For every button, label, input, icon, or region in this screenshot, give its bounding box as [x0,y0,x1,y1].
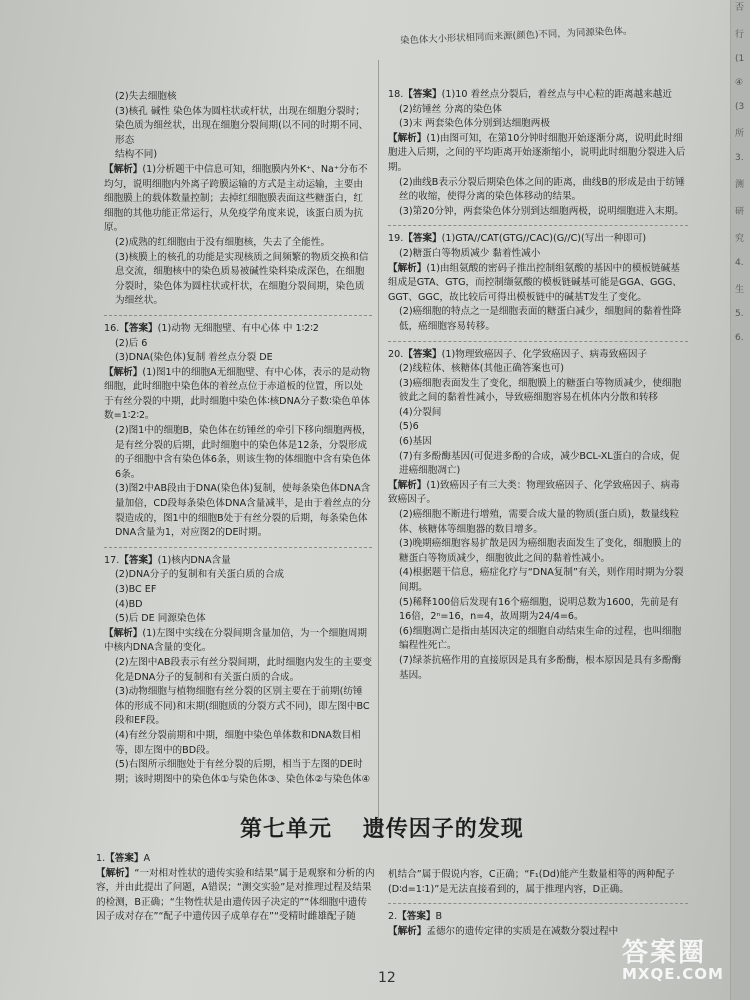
text-line [104,612,372,627]
text-line [96,852,376,867]
text-line [388,305,688,334]
text-line [104,105,372,120]
text-line [388,262,688,306]
line-text: (4)BD [115,598,143,610]
line-text: (1)动物 无细胞壁、有中心体 中 1∶2∶2 [157,322,319,334]
answer-tag: 【答案】 [403,89,442,100]
text-line [104,758,372,787]
text-line [388,103,688,118]
text-line [388,406,688,421]
line-text: (3)动物细胞与植物细胞有丝分裂的区别主要在于前期(纺锤体的形成不同)和末期(细胞质的分裂方式不同)，即左图中BC段和EF段。 [115,686,370,727]
text-line [104,90,372,105]
text-line [388,205,688,220]
line-text: (6)基因 [399,436,432,448]
unit-name: 遗传因子的发现 [362,816,524,842]
line-text: (2)线粒体、核糖体(其他正确答案也可) [399,363,564,375]
watermark-logo [622,932,742,992]
edge-fragment: 究 [735,234,745,244]
text-line [104,337,372,352]
edge-fragment: 否 [735,3,745,13]
line-text: (1)左图中实线在分裂间期含量加倍，为一个细胞周期中核内DNA含量的变化。 [104,627,368,654]
edge-fragment: 3. [735,153,744,163]
line-text: (1)物理致癌因子、化学致癌因子、病毒致癌因子 [441,348,648,360]
text-line [104,163,372,236]
answer-tag: 【解析】 [104,366,143,378]
line-text: (2)左图中AB段表示有丝分裂间期，此时细胞内发生的主要变化是DNA分子的复制和有关蛋白质的合成。 [115,656,372,683]
text-line [104,598,372,613]
line-text: (5)稀释100倍后发现有16个癌细胞，说明总数为1600，先前是有16倍，2ⁿ=16，n=4，故周期为24/4=6。 [399,596,679,623]
line-text: (3)图2中AB段由于DNA(染色体)复制，使每条染色体DNA含量加倍，CD段每条染色体DNA含量减半，是由于着丝点的分裂造成的，图1中的细胞B处于有丝分裂的后期，每条染色体DNA含量为1，对应图2的DE时期。 [115,483,371,539]
question-number: 20. [388,348,404,360]
question-number: 17. [104,554,120,566]
left-column [104,90,372,787]
text-line [388,88,688,103]
line-text: (1)核内DNA含量 [157,554,231,566]
line-text: 机结合”属于假说内容，C正确；“F₁(Dd)能产生数量相等的两种配子(D∶d=1∶1)”是无法直接看到的，属于推理内容，D正确。 [388,869,675,895]
text-line [388,232,688,247]
line-text: (1)10 着丝点分裂后，着丝点与中心粒的距离越来越近 [441,89,672,100]
answer-tag: 【解析】 [388,262,427,274]
middle-column [388,88,688,683]
line-text: (7)有多酚酶基因(可促进多酚的合成，减少BCL-XL蛋白的合成，促进癌细胞凋亡) [399,450,680,477]
text-line [104,482,372,540]
text-line [104,583,372,598]
line-text: (2)糖蛋白等物质减少 黏着性减小 [399,247,541,259]
question-number: 18. [388,89,404,100]
answer-tag: 【答案】 [105,853,144,864]
edge-fragment: 研 [735,207,745,217]
text-line [104,656,372,685]
question-number: 19. [388,233,404,245]
line-text: (4)有丝分裂前期和中期，细胞中染色单体数和DNA数目相等，即左图中的BD段。 [115,729,361,756]
edge-fragment: ④ [735,78,744,88]
text-line [104,554,372,569]
line-text: (2)纺锤丝 分离的染色体 [399,103,502,115]
section-divider [388,903,688,904]
answer-tag: 【答案】 [119,322,158,334]
question-number: 1. [96,853,106,864]
page-number: 12 [378,970,396,986]
text-line [104,627,372,656]
edge-fragment: 所 [735,129,745,139]
column-divider [378,60,379,820]
line-text: (2)失去细胞核 [115,91,177,102]
text-line [388,654,688,683]
text-line [388,868,688,897]
line-text: (4)分裂间 [399,406,442,418]
line-text: (1)分析题干中信息可知，细胞膜内外K⁺、Na⁺分布不均匀，说明细胞内外离子跨膜运输的方式是主动运输，主要由细胞膜上的载体数量控制；去掉红细胞膜表面这些糖蛋白，红细胞的其他功能正常运行，从免疫学角度来说，该蛋白质为抗原。 [104,163,368,234]
line-text: (2)曲线B表示分裂后期染色体之间的距离，曲线B的形成是由于纺锤丝的收缩，使得分离的染色体移动的结果。 [399,176,685,203]
answer-tag: 【解析】 [104,627,143,639]
text-line [104,568,372,583]
watermark-url: MXQE.COM [622,965,724,983]
answer-tag: 【答案】 [397,911,436,923]
answer-tag: 【解析】 [388,925,427,937]
line-text: (2)癌细胞不断进行增殖，需要合成大量的物质(蛋白质)，数量线粒体、核糖体等细胞器的数目增多。 [399,509,680,535]
text-line [388,247,688,262]
line-text: 孟德尔的遗传定律的实质是在减数分裂过程中 [426,925,619,937]
text-line [388,450,688,479]
text-line [388,508,688,537]
line-text: (3)核孔 碱性 染色体为圆柱状或杆状，出现在细胞分裂时； [115,105,365,117]
edge-fragment: 行 [735,30,745,40]
edge-fragment: 4. [735,258,744,268]
bottom-left-column [96,852,376,925]
line-text: (1)GTA//CAT(GTG//CAC)(G//C)(写出一种即可) [441,233,647,245]
text-line [104,236,372,251]
line-text: (1)由组氨酸的密码子推出控制组氨酸的基因中的模板链碱基组成是GTA、GTG，而控制缬氨酸的模板链碱基可能是GGA、GGG、GGT、GGC，故比较后可得出模板链中的碱基T发生了变化。 [388,262,682,303]
text-line [104,322,372,337]
line-text: (7)绿茶抗癌作用的直接原因是具有多酚酶，根本原因是具有多酚酶基因。 [399,654,682,681]
text-line [388,479,688,508]
text-line [388,132,688,176]
line-text: (3)核膜上的核孔的功能是实现核质之间频繁的物质交换和信息交流，细胞核中的染色质易被碱性染料染成深色，在细胞分裂时，染色体为圆柱状或杆状，在细胞分裂间期，染色质为细丝状。 [115,251,369,307]
line-text: (5)右图所示细胞处于有丝分裂的后期，相当于左图的DE时期；该时期图中的染色体①与染色体③、染色体②与染色体④ [115,759,371,785]
line-text: (3)第20分钟，两套染色体分别到达细胞两极，说明细胞进入末期。 [399,205,684,217]
edge-fragment: 生 [735,285,745,295]
line-text: (3)末 两套染色体分别到达细胞两极 [399,118,550,130]
line-text: A [143,853,151,864]
section-divider [104,547,372,548]
text-line [104,685,372,729]
line-text: (2)图1中的细胞B，染色体在纺锤丝的牵引下移向细胞两极，是有丝分裂的后期，此时细胞中的染色体是12条，分裂形成的子细胞中含有染色体6条，则该生物的体细胞中含有染色体6条。 [115,425,372,480]
header-strip: 染色体大小形状相同而来源(颜色)不同，为同源染色体。 [399,25,633,47]
line-text: (5)6 [399,421,419,433]
line-text: 结构不同) [115,149,158,161]
text-line [388,420,688,435]
answer-tag: 【答案】 [403,233,442,245]
answer-tag: 【答案】 [403,348,442,360]
question-number: 16. [104,322,120,334]
text-line [104,119,372,148]
watermark-text: 答案圈 [622,938,707,968]
line-text: (1)致癌因子有三大类：物理致癌因子、化学致癌因子、病毒致癌因子。 [388,479,680,506]
line-text: B [435,911,443,923]
line-text: (3)癌细胞表面发生了变化，细胞膜上的糖蛋白等物质减少，使细胞彼此之间的黏着性减小，导致癌细胞容易在机体内分散和转移 [399,377,682,404]
line-text: (3)BC EF [115,584,157,595]
edge-fragment: 5. [735,309,744,319]
text-line [388,176,688,205]
text-line [388,537,688,566]
answer-tag: 【解析】 [96,867,135,879]
line-text: 染色质为细丝状，出现在细胞分裂间期(以不同的时期不同、形态 [115,120,369,146]
text-line [104,424,372,482]
text-line [388,910,688,925]
text-line [388,117,688,132]
line-text: (3)晚期癌细胞容易扩散是因为癌细胞表面发生了变化，细胞膜上的糖蛋白等物质减少，细胞彼此之间的黏着性减小。 [399,538,682,564]
text-line [388,348,688,363]
section-divider [104,315,372,316]
line-text: (5)后 DE 同源染色体 [115,613,206,625]
text-line [96,867,376,925]
unit-number: 第七单元 [240,816,333,842]
text-line [104,351,372,366]
section-divider [388,341,688,342]
line-text: (1)图1中的细胞A无细胞壁、有中心体，表示的是动物细胞，此时细胞中染色体的着丝点位于赤道板的位置，所以处于有丝分裂的中期，此时细胞中染色体∶核DNA分子数∶染色单体数=1∶2∶2。 [104,366,371,422]
line-text: (1)由图可知，在第10分钟时细胞开始逐渐分离，说明此时细胞进入后期，之间的平均距离开始逐渐缩小，说明此时细胞分裂进入后期。 [388,132,686,173]
line-text: (2)癌细胞的特点之一是细胞表面的糖蛋白减少，细胞间的黏着性降低，癌细胞容易转移。 [399,306,682,332]
line-text: (2)DNA分子的复制和有关蛋白质的合成 [115,569,285,581]
line-text: (2)成熟的红细胞由于没有细胞核，失去了全能性。 [115,236,331,248]
answer-tag: 【解析】 [388,132,427,144]
edge-fragment: (1 [735,54,745,64]
text-line [104,148,372,163]
line-text: (3)DNA(染色体)复制 着丝点分裂 DE [115,352,273,364]
answer-tag: 【解析】 [388,479,427,491]
edge-fragment: 6. [735,333,744,343]
line-text: “一对相对性状的遗传实验和结果”属于是观察和分析的内容，并由此提出了问题，A错误；“测交实验”是对推理过程及结果的检测，B正确；“生物性状是由遗传因子决定的”“体细胞中遗传因子成对存在”“配子中遗传因子成单存在”“受精时雌雄配子随 [96,867,375,923]
text-line [388,566,688,595]
adjacent-page-edge [730,0,750,1000]
question-number: 2. [388,911,398,923]
unit-title [240,812,660,843]
text-line [388,596,688,625]
answer-tag: 【答案】 [119,554,158,566]
line-text: (4)根据题干信息，癌症化疗与“DNA复制”有关，则作用时期为分裂间期。 [399,567,684,593]
line-text: (6)细胞凋亡是指由基因决定的细胞自动结束生命的过程，也叫细胞编程性死亡。 [399,625,682,652]
text-line [388,362,688,377]
text-line [104,729,372,758]
section-divider [388,225,688,226]
text-line [104,366,372,424]
answer-tag: 【解析】 [104,163,143,175]
text-line [104,251,372,309]
text-line [388,625,688,654]
line-text: (2)后 6 [115,337,148,349]
text-line [388,377,688,406]
bottom-right-column [388,868,688,939]
text-line [388,435,688,450]
edge-fragment: (3 [735,102,745,112]
edge-fragment: 测 [735,180,745,190]
